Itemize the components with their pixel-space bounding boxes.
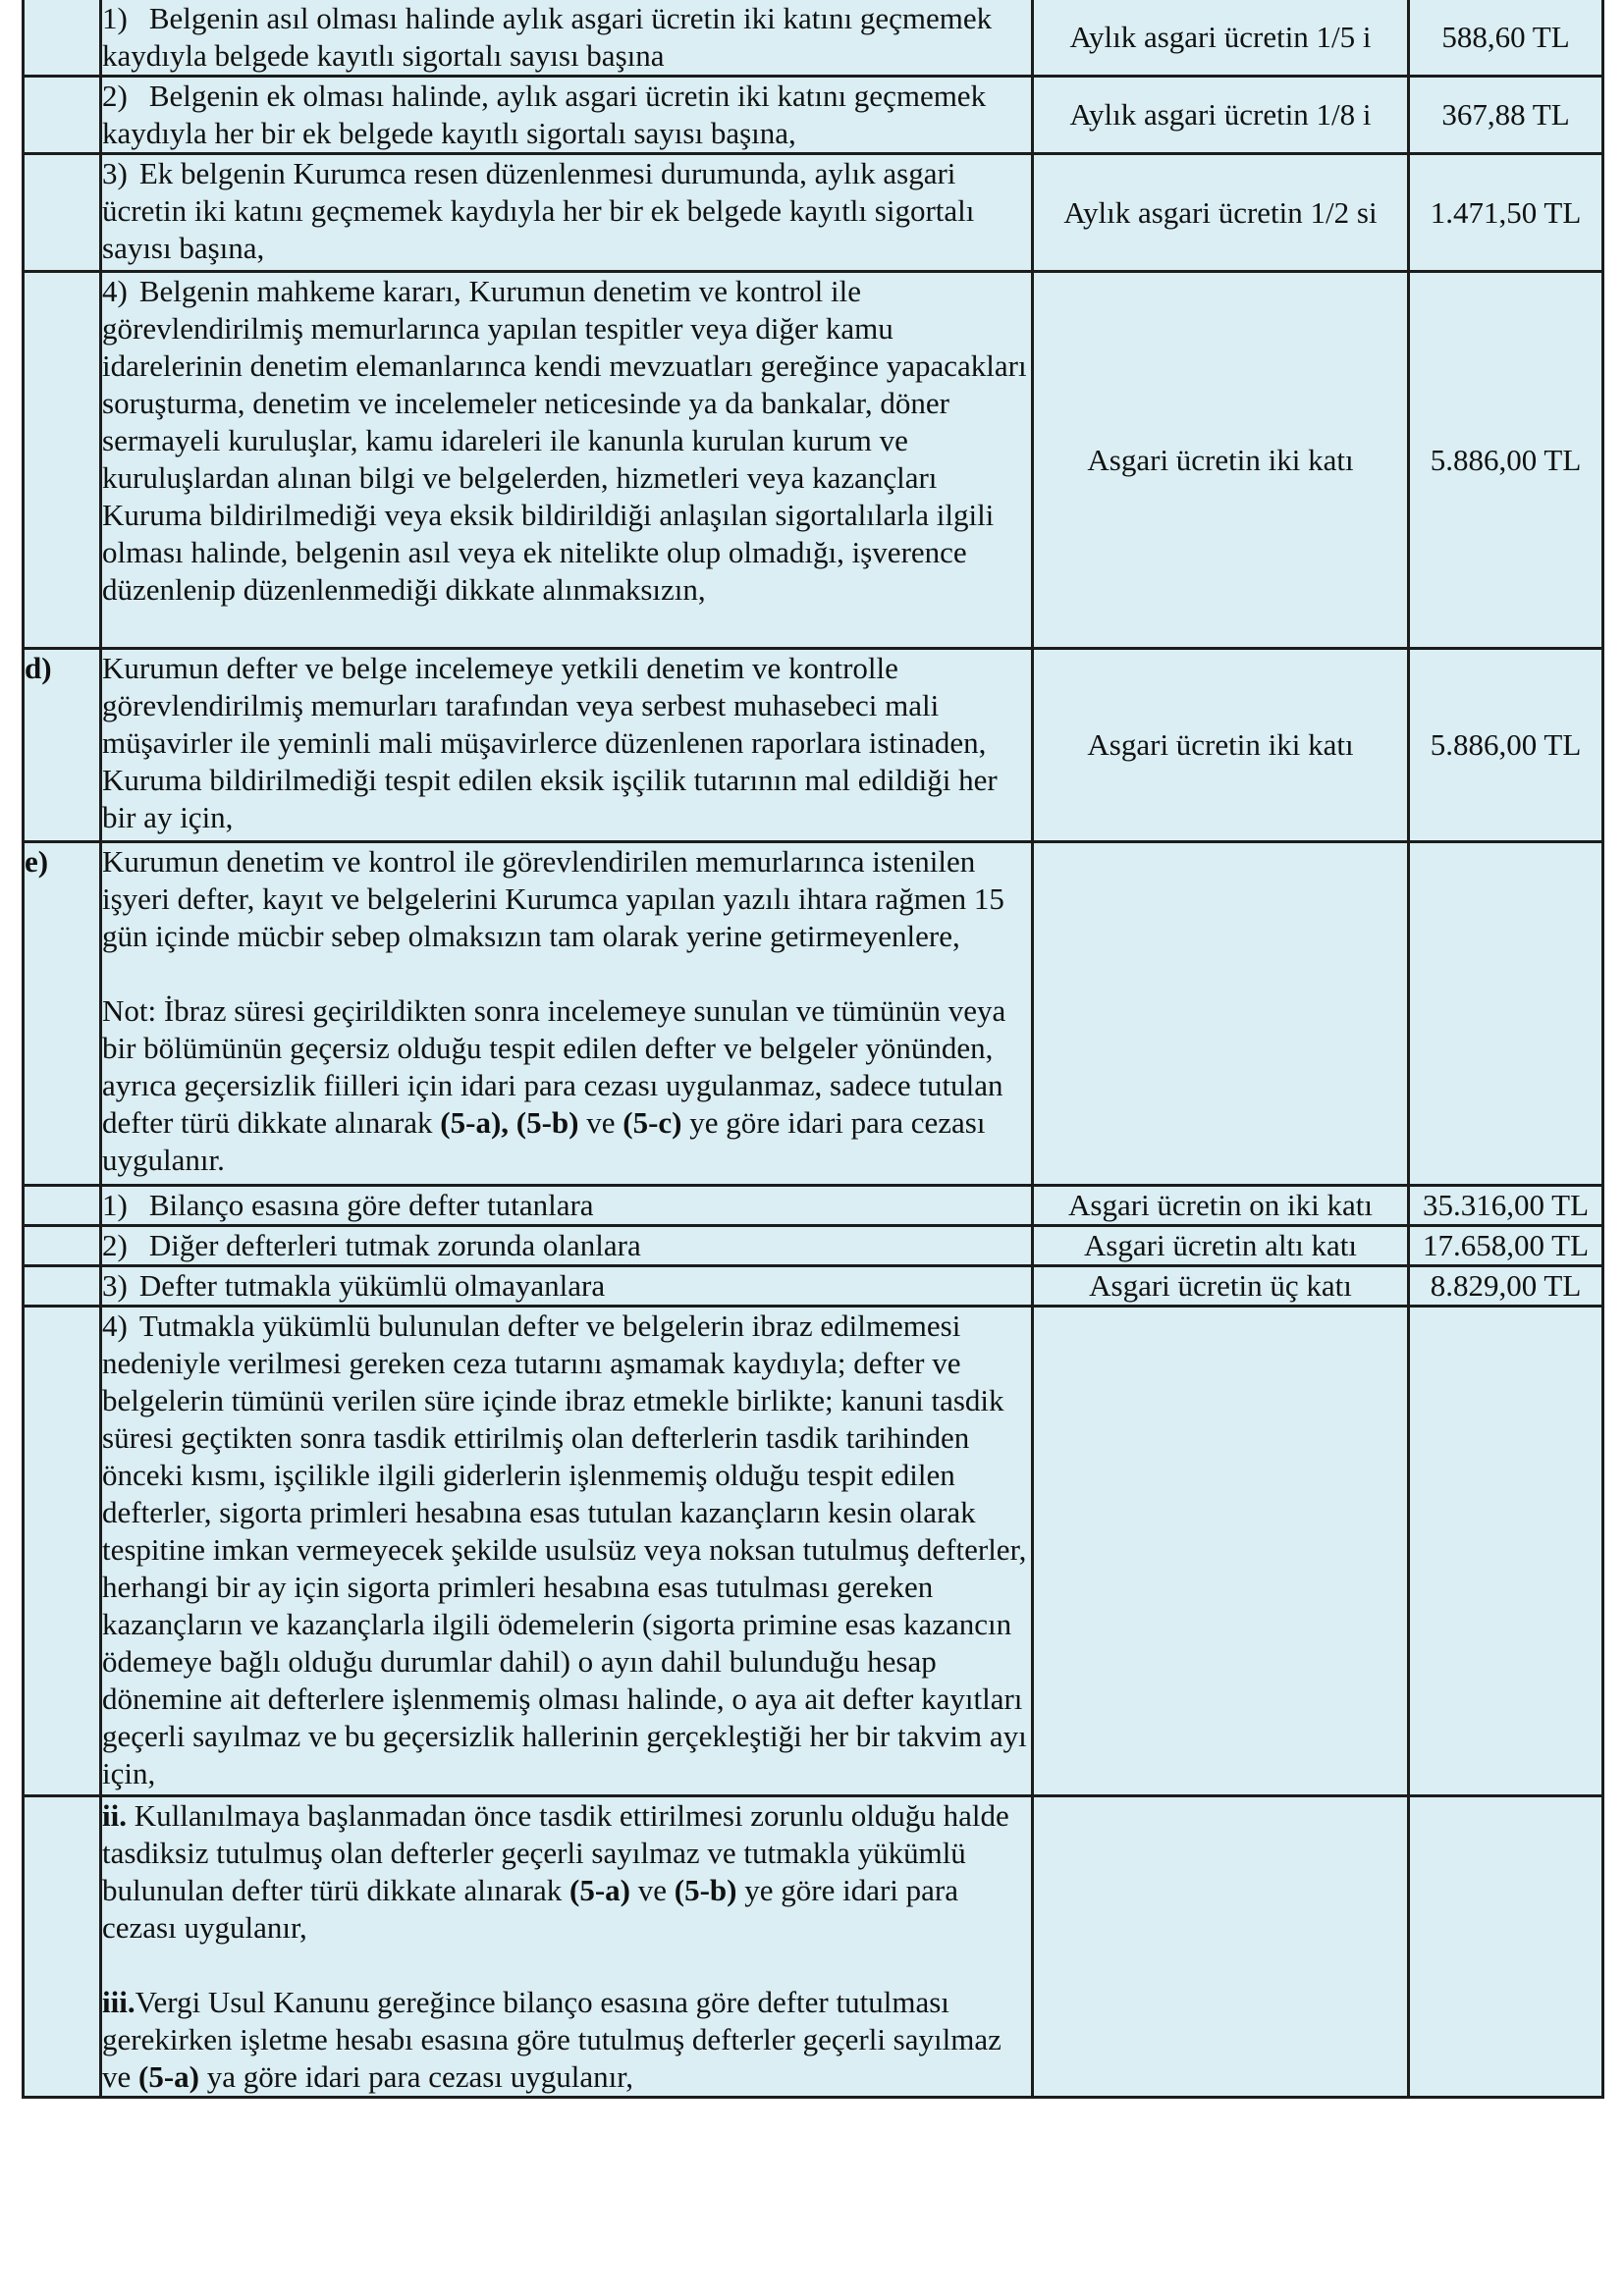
description-cell [101,0,1033,77]
basis-cell: Asgari ücretin iki katı [1033,272,1409,649]
item-number: 3) [102,156,128,190]
basis-cell [1033,842,1409,1186]
note-reference: (5-a), (5-b) [440,1105,579,1140]
amount-cell [1409,1796,1603,2098]
subclause-iii [102,1984,1031,2096]
table-row [24,272,1603,649]
table-row [24,649,1603,842]
penalty-table [22,0,1604,2099]
subclause-marker: iii. [102,1985,135,2019]
note-paragraph [102,992,1031,1179]
note-text: ve [578,1105,623,1140]
table-row [24,842,1603,1186]
item-text: Ek belgenin Kurumca resen düzenlenmesi durumunda, aylık asgari ücretin iki katını geçmemek kaydıyla her bir ek belgede kayıtlı sigortalı sayısı başına, [102,156,975,265]
description-cell [101,1796,1033,2098]
item-text: Belgenin mahkeme kararı, Kurumun denetim ve kontrol ile görevlendirilmiş memurlarınca yapılan tespitler veya diğer kamu idarelerinin denetim elemanlarınca kendi mevzuatları gereğince yapacakları soruşturma, denetim ve incelemeler neticesinde ya da bankalar, döner sermayeli kuruluşlar, kamu idareleri ile kanunla kurulan kurum ve kuruluşlardan alınan bilgi ve belgelerden, hizmetleri veya kazançları Kuruma bildirilmediği veya eksik bildirildiği anlaşılan sigortalılarla ilgili olması halinde, belgenin asıl veya ek nitelikte olup olmadığı, işverence düzenlenip düzenlenmediği dikkate alınmaksızın, [102,274,1027,607]
item-text: Belgenin asıl olması halinde aylık asgari ücretin iki katını geçmemek kaydıyla belgede kayıtlı sigortalı sayısı başına [102,1,993,73]
amount-cell: 588,60 TL [1409,0,1603,77]
table-row [24,1796,1603,2098]
row-label-cell [24,0,101,77]
basis-cell [1033,1307,1409,1796]
amount-cell [1409,1307,1603,1796]
row-label-cell [24,272,101,649]
row-label-cell [24,1307,101,1796]
basis-cell: Asgari ücretin üç katı [1033,1266,1409,1307]
item-number: 2) [102,1228,128,1262]
description-cell [101,1307,1033,1796]
subclause-text: ye göre idari para cezası uygulanır, [102,1873,958,1945]
note-reference: (5-c) [623,1105,682,1140]
subclause-text: ya göre idari para cezası uygulanır, [199,2059,634,2094]
item-number: 1) [102,1188,128,1222]
subclause-ii [102,1797,1031,1947]
description-cell [101,1226,1033,1266]
note-text: Not: İbraz süresi geçirildikten sonra incelemeye sunulan ve tümünün veya bir bölümünün geçersiz olduğu tespit edilen defter ve belgeler yönünden, ayrıca geçersizlik fiilleri için idari para cezası uygulanmaz, sadece tutulan defter türü dikkate alınarak [102,993,1006,1140]
amount-cell: 367,88 TL [1409,77,1603,154]
item-number: 3) [102,1268,128,1303]
basis-cell [1033,1796,1409,2098]
row-label-cell [24,1226,101,1266]
description-cell [101,77,1033,154]
item-text: Diğer defterleri tutmak zorunda olanlara [148,1228,641,1262]
item-text: Tutmakla yükümlü bulunulan defter ve belgelerin ibraz edilmemesi nedeniyle verilmesi gereken ceza tutarını aşmamak kaydıyla; defter ve belgelerin tümünü verilen süre içinde ibraz etmekle birlikte; kanuni tasdik süresi geçtikten sonra tasdik ettirilmiş olan defterlerin tasdik tarihinden önceki kısmı, işçilikle ilgili giderlerin işlenmemiş olduğu tespit edilen defterler, sigorta primleri hesabına esas tutulan kazançların kesin olarak tespitine imkan vermeyecek şekilde usulsüz veya noksan tutulmuş defterler, herhangi bir ay için sigorta primleri hesabına esas tutulması gereken kazançların ve kazançlarla ilgili ödemelerin (sigorta primine esas kazancın ödemeye bağlı olduğu durumlar dahil) o ayın dahil bulunduğu hesap dönemine ait defterlere işlenmemiş olması halinde, o aya ait defter kayıtları geçerli sayılmaz ve bu geçersizlik hallerinin gerçekleştiği her bir takvim ayı için, [102,1308,1027,1790]
table-row [24,1186,1603,1226]
amount-cell: 1.471,50 TL [1409,154,1603,272]
row-label-cell: e) [24,842,101,1186]
amount-cell: 35.316,00 TL [1409,1186,1603,1226]
subclause-reference: (5-a) [138,2059,199,2094]
item-number: 2) [102,79,128,113]
table-row [24,1307,1603,1796]
subclause-text: Kullanılmaya başlanmadan önce tasdik ettirilmesi zorunlu olduğu halde tasdiksiz tutulmuş olan defterler geçerli sayılmaz ve tutmakla yükümlü bulunulan defter türü dikkate alınarak [102,1798,1009,1907]
basis-cell: Asgari ücretin iki katı [1033,649,1409,842]
description-cell [101,272,1033,649]
paragraph-spacer [102,1947,1031,1984]
table-row [24,0,1603,77]
amount-cell: 5.886,00 TL [1409,649,1603,842]
table-row [24,1266,1603,1307]
table-row [24,154,1603,272]
basis-cell: Asgari ücretin on iki katı [1033,1186,1409,1226]
basis-cell: Aylık asgari ücretin 1/8 i [1033,77,1409,154]
item-number: 4) [102,1308,128,1343]
basis-cell: Aylık asgari ücretin 1/2 si [1033,154,1409,272]
basis-cell: Aylık asgari ücretin 1/5 i [1033,0,1409,77]
subclause-reference: (5-b) [674,1873,737,1907]
row-label-cell [24,1186,101,1226]
row-label-cell [24,154,101,272]
subclause-reference: (5-a) [569,1873,631,1907]
amount-cell [1409,842,1603,1186]
amount-cell: 17.658,00 TL [1409,1226,1603,1266]
basis-cell: Asgari ücretin altı katı [1033,1226,1409,1266]
amount-cell: 8.829,00 TL [1409,1266,1603,1307]
table-row [24,77,1603,154]
subclause-text: ve [630,1873,675,1907]
amount-cell: 5.886,00 TL [1409,272,1603,649]
paragraph-spacer [102,955,1031,992]
row-label-cell [24,77,101,154]
subclause-marker: ii. [102,1798,127,1833]
description-cell [101,154,1033,272]
table-row [24,1226,1603,1266]
item-text: Defter tutmakla yükümlü olmayanlara [138,1268,606,1303]
item-text: Kurumun defter ve belge incelemeye yetkili denetim ve kontrolle görevlendirilmiş memurları tarafından veya serbest muhasebeci mali müşavirler ile yeminli mali müşavirlerce düzenlenen raporlara istinaden, Kuruma bildirilmediği tespit edilen eksik işçilik tutarının mal edildiği her bir ay için, [102,651,998,834]
description-cell [101,649,1033,842]
item-text: Belgenin ek olması halinde, aylık asgari ücretin iki katını geçmemek kaydıyla her bir ek belgede kayıtlı sigortalı sayısı başına, [102,79,987,150]
description-cell [101,842,1033,1186]
item-text: Kurumun denetim ve kontrol ile görevlendirilen memurlarınca istenilen işyeri defter, kayıt ve belgelerini Kurumca yapılan yazılı ihtara rağmen 15 gün içinde mücbir sebep olmaksızın tam olarak yerine getirmeyenlere, [102,844,1004,953]
row-label-cell [24,1796,101,2098]
subclause-text: Vergi Usul Kanunu gereğince bilanço esasına göre defter tutulması gerekirken işletme hesabı esasına göre tutulmuş defterler geçerli sayılmaz ve [102,1985,1001,2094]
item-number: 1) [102,1,128,35]
description-cell [101,1266,1033,1307]
row-label-cell [24,1266,101,1307]
description-cell [101,1186,1033,1226]
row-label-cell: d) [24,649,101,842]
item-text: Bilanço esasına göre defter tutanlara [148,1188,594,1222]
item-number: 4) [102,274,128,308]
note-text: ye göre idari para cezası uygulanır. [102,1105,986,1177]
